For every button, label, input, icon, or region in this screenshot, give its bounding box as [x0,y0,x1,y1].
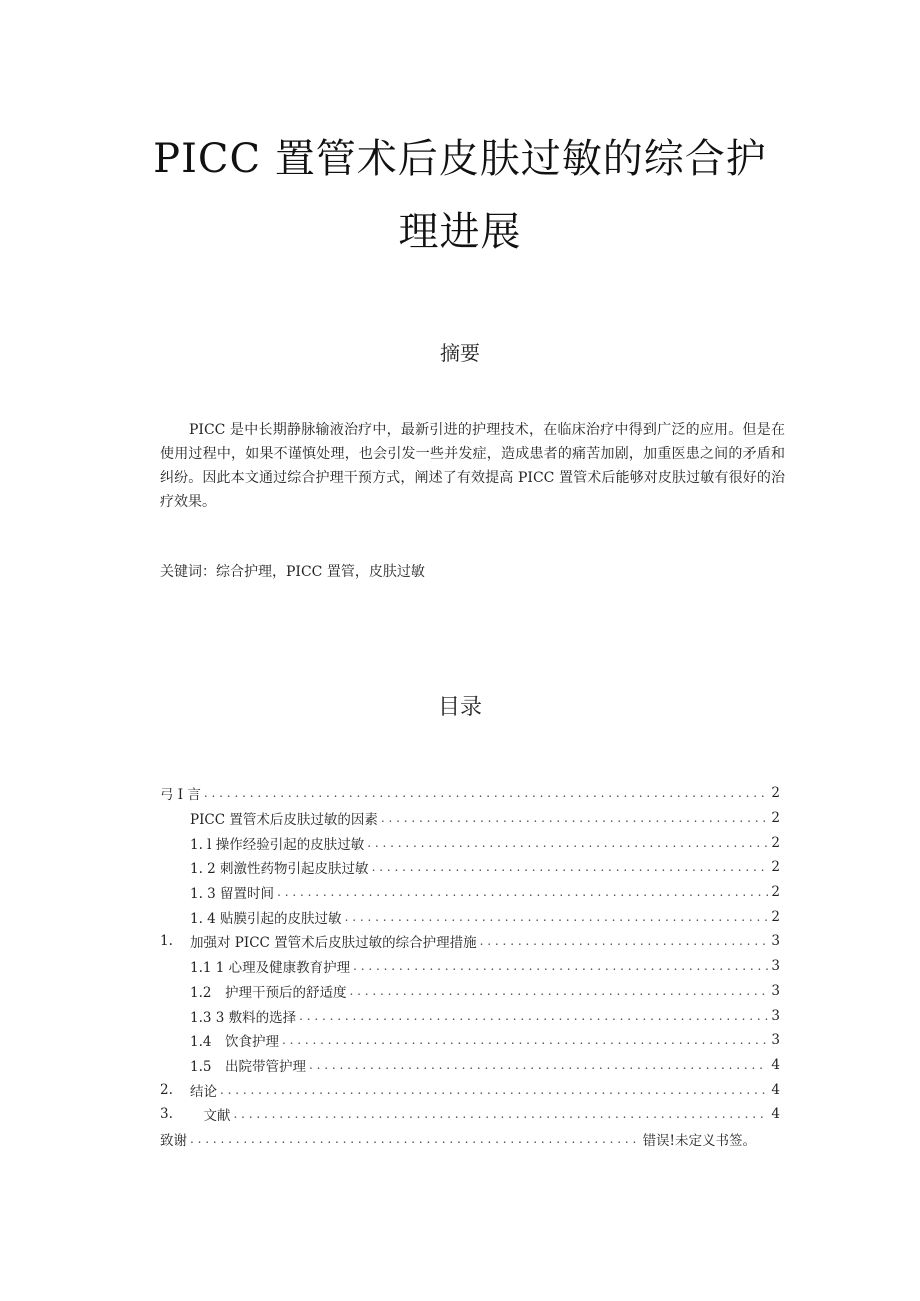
toc-dot-leader [381,811,769,825]
toc-entry-page: 3 [771,1007,780,1024]
toc-dot-leader [234,1107,769,1121]
toc-dot-leader [372,860,769,874]
abstract-text: PICC 是中长期静脉输液治疗中，最新引进的护理技术，在临床治疗中得到广泛的应用。但是在使用过程中，如果不谨慎处理，也会引发一些并发症，造成患者的痛苦加剧，加重医患之间的矛盾和纠纷。因此本文通过综合护理干预方式，阐述了有效提高 PICC 置管术后能够对皮肤过敏有很好的治疗效果。 [160,422,785,510]
toc-entry[interactable] [160,929,780,954]
toc-dot-leader [367,836,768,850]
toc-entry[interactable] [160,954,780,979]
toc-entry-label: 1.2 护理干预后的舒适度 [190,984,347,1001]
toc-entry[interactable] [160,1003,780,1028]
toc-entry[interactable] [160,1127,756,1152]
toc-entry-label: 文献 [190,1108,231,1125]
title-line-1: PICC 置管术后皮肤过敏的综合护 [153,136,767,182]
toc-entry-number: 1. [160,933,173,950]
toc-entry-label: 1.4 饮食护理 [190,1034,279,1051]
toc-entry-label: 1. 2 刺激性药物引起皮肤过敏 [190,861,369,878]
toc-entry[interactable] [160,880,780,905]
toc-entry[interactable] [160,806,780,831]
toc-entry-label: 弓 I 言 [160,787,201,804]
toc-dot-leader [282,1033,768,1047]
toc-heading: 目录 [437,695,482,720]
title-line-2: 理进展 [398,209,522,255]
toc-dot-leader [299,1009,768,1023]
toc-entry[interactable] [160,904,780,929]
toc-entry-label: 1.3 3 敷料的选择 [190,1009,297,1026]
toc-entry-page: 2 [771,785,780,802]
abstract-heading: 摘要 [440,341,480,365]
toc-entry-page: 2 [771,810,780,827]
toc-dot-leader [220,1083,768,1097]
toc-entry[interactable] [160,979,780,1004]
toc-entry-page: 3 [771,933,780,950]
toc-entry-page: 4 [771,1081,780,1098]
toc-entry-label: 致谢 [160,1132,187,1149]
toc-entry-label: 1. l 操作经验引起的皮肤过敏 [190,836,365,853]
toc-entry-label: 结论 [190,1083,217,1100]
toc-entry[interactable] [160,855,780,880]
toc-dot-leader [345,910,769,924]
toc-entry[interactable] [160,830,780,855]
toc-dot-leader [190,1132,640,1146]
toc-entry-page: 3 [771,1032,780,1049]
toc-dot-leader [480,934,769,948]
toc-entry[interactable] [160,781,780,806]
toc-entry-label: 1.1 1 心理及健康教育护理 [190,960,351,977]
toc-entry-page: 4 [771,1106,780,1123]
toc-entry-page: 3 [771,958,780,975]
toc-entry-label: 1. 4 贴膜引起的皮肤过敏 [190,910,342,927]
toc-entry[interactable] [160,1028,780,1053]
toc-dot-leader [309,1058,768,1072]
toc-entry[interactable] [160,1102,780,1127]
table-of-contents [160,781,780,1151]
toc-entry-page: 3 [771,982,780,999]
toc-entry-page: 错误!未定义书签。 [642,1132,756,1149]
toc-entry-label: PICC 置管术后皮肤过敏的因素 [190,812,378,829]
toc-dot-leader [349,984,768,998]
toc-entry-page: 4 [771,1056,780,1073]
toc-entry-number: 3. [160,1106,173,1123]
toc-dot-leader [277,885,768,899]
toc-entry-page: 2 [771,834,780,851]
keywords: 关键词：综合护理，PICC 置管，皮肤过敏 [160,564,425,580]
toc-entry-label: 加强对 PICC 置管术后皮肤过敏的综合护理措施 [190,935,477,952]
toc-dot-leader [204,786,768,800]
toc-entry-page: 2 [771,908,780,925]
toc-entry-label: 1. 3 留置时间 [190,886,275,903]
toc-dot-leader [353,959,768,973]
toc-entry[interactable] [160,1077,780,1102]
toc-entry-label: 1.5 出院带管护理 [190,1058,306,1075]
toc-entry-number: 2. [160,1081,173,1098]
toc-entry-page: 2 [771,884,780,901]
toc-entry-page: 2 [771,859,780,876]
toc-entry[interactable] [160,1053,780,1078]
